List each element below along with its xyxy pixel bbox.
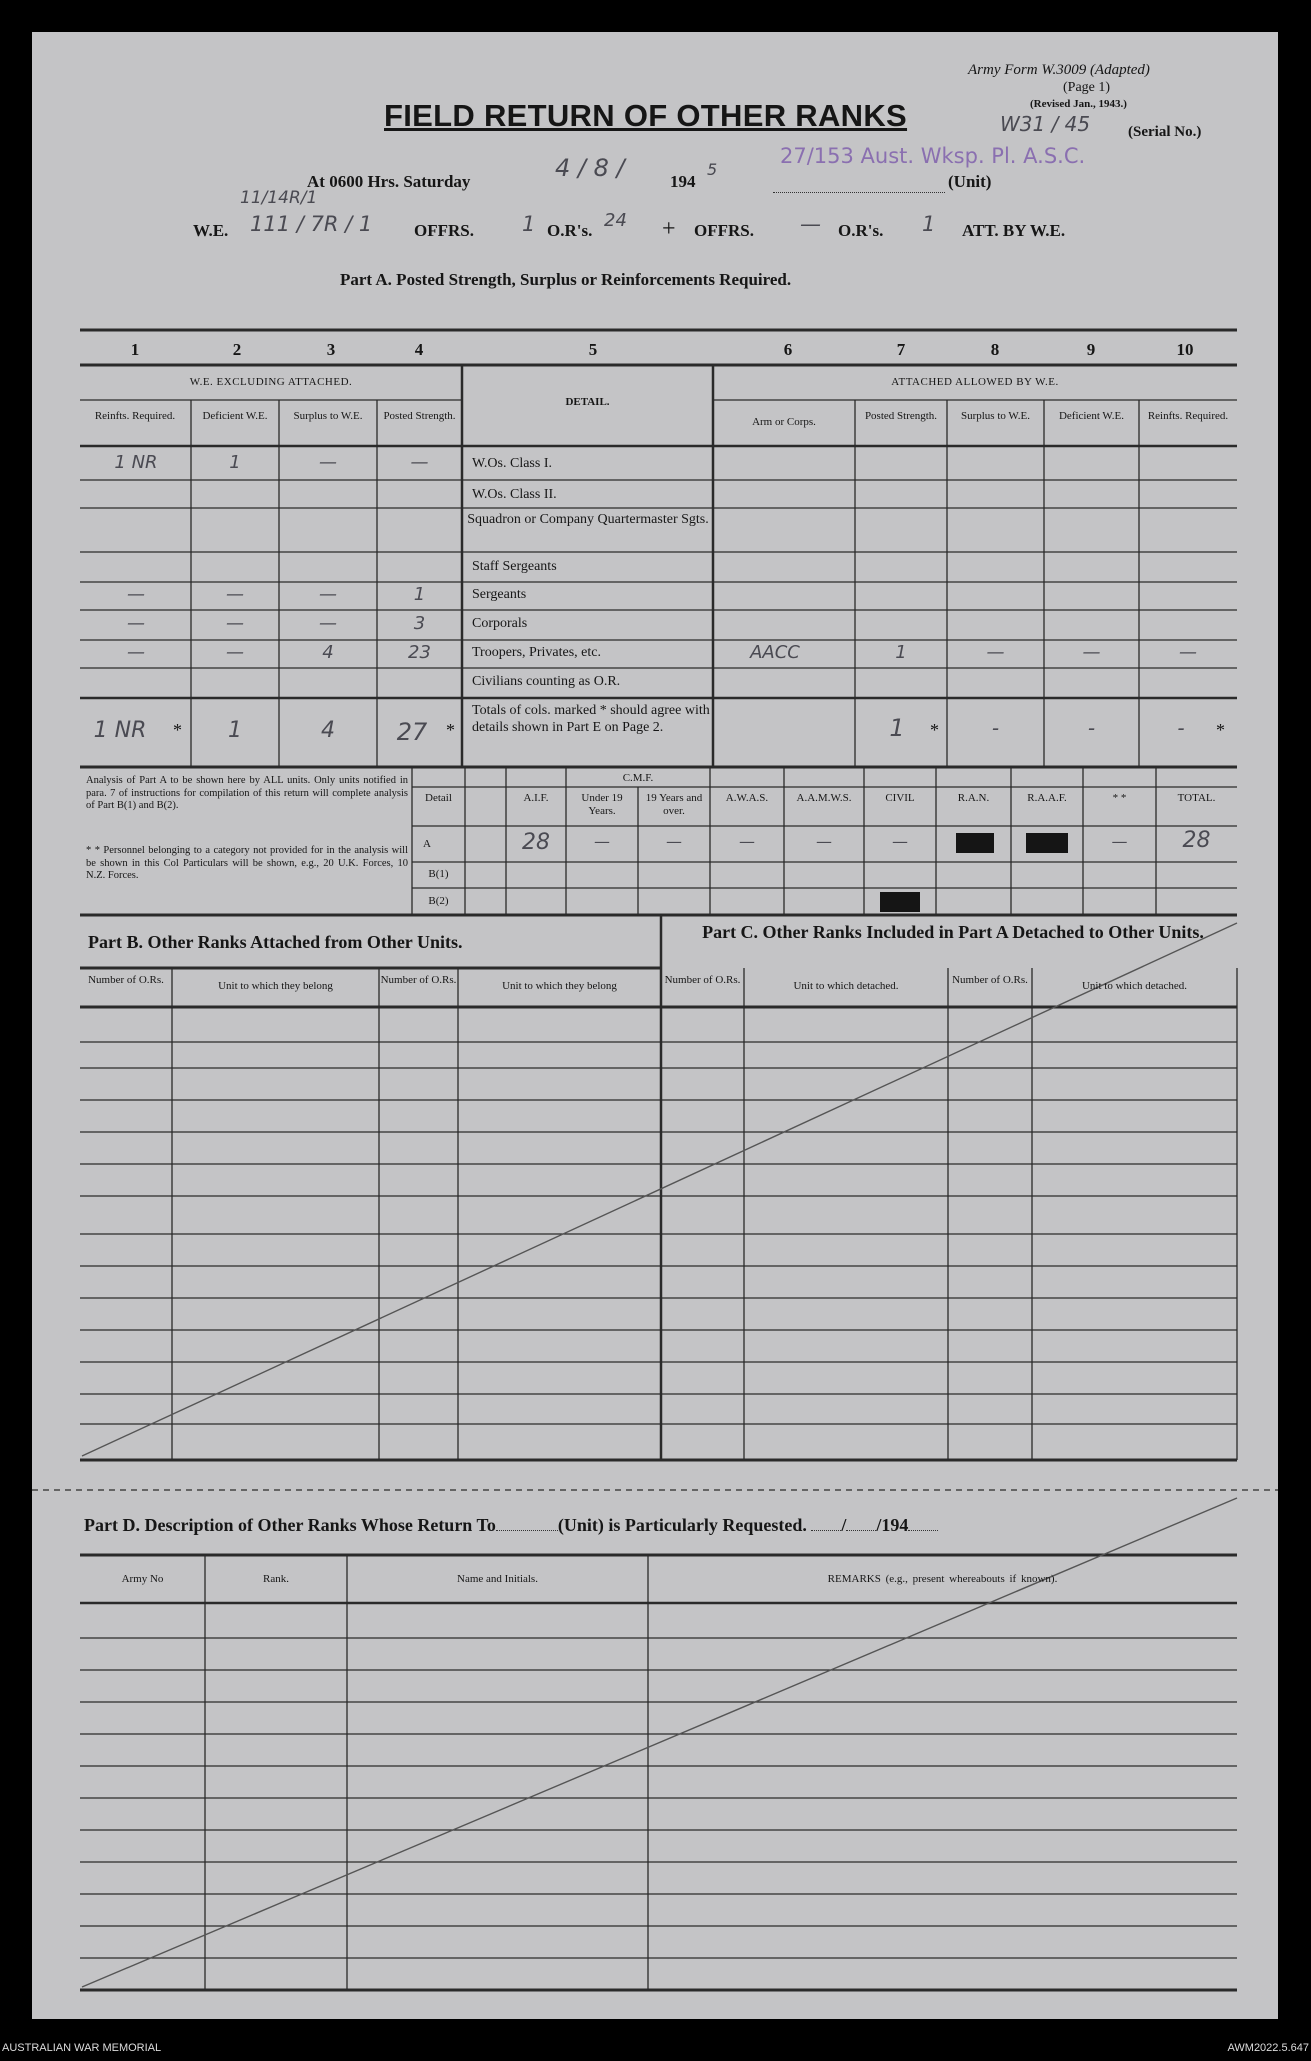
part-c-unit-header-1: Unit to which detached.: [793, 980, 899, 992]
unit-label: (Unit): [948, 172, 992, 191]
part-c-number-header-2: Number of O.Rs.: [952, 974, 1028, 986]
pte-reinfts: —: [127, 642, 145, 663]
civil-header: CIVIL: [885, 792, 915, 804]
aif-header: A.I.F.: [523, 792, 549, 804]
cmf-header: C.M.F.: [622, 772, 654, 784]
we-label: W.E.: [193, 221, 229, 240]
we-handwritten: 111 / 7R / 1: [250, 212, 373, 236]
col-num-8: 8: [990, 340, 1000, 359]
rank-header: Rank.: [263, 1573, 289, 1585]
part-b-unit-header-1: Unit to which they belong: [218, 980, 333, 992]
we-excluding-attached-header: W.E. EXCLUDING ATTACHED.: [189, 376, 353, 388]
detail-header: DETAIL.: [565, 396, 610, 408]
pte-att-surplus: —: [986, 642, 1005, 663]
cmf-under-19-header: Under 19 Years.: [581, 792, 623, 817]
offrs-label: OFFRS.: [414, 221, 474, 240]
pte-surplus: 4: [322, 642, 334, 663]
plus-sign: +: [662, 216, 676, 242]
aamws-header: A.A.M.W.S.: [796, 792, 852, 804]
other-header: * *: [1112, 792, 1127, 804]
pte-deficient: —: [226, 642, 244, 663]
row-corporals: Corporals: [472, 616, 528, 631]
form-number: Army Form W.3009 (Adapted): [968, 62, 1150, 78]
ran-redaction: [956, 833, 994, 853]
pte-arm-corps: AACC: [750, 642, 800, 663]
posted-strength-header: Posted Strength.: [383, 410, 456, 422]
att-by-we-label: ATT. BY W.E.: [962, 221, 1066, 240]
row-troopers: Troopers, Privates, etc.: [472, 645, 601, 660]
total-att-posted: 1: [889, 714, 905, 742]
sgt-deficient: —: [226, 584, 244, 605]
wo1-reinfts: 1 NR: [114, 452, 158, 473]
sgt-surplus: —: [319, 584, 337, 605]
pte-att-posted: 1: [895, 642, 907, 663]
unit-stamp: 27/153 Aust. Wksp. Pl. A.S.C.: [780, 144, 1086, 168]
civil-b2-redaction: [880, 892, 920, 912]
analysis-row-a: A: [423, 838, 431, 850]
awas-header: A.W.A.S.: [725, 792, 769, 804]
pte-att-deficient: —: [1082, 642, 1101, 663]
total-posted: 27: [396, 718, 428, 746]
part-b-number-header-2: Number of O.Rs.: [380, 974, 457, 986]
analysis-note: Analysis of Part A to be shown here by ALL units. Only units notified in para. 7 of instructions for compilation of this return will complete analysis of Part B(1) and B(2).: [86, 775, 408, 811]
ors2-label: O.R's.: [838, 221, 884, 240]
cpl-reinfts: —: [127, 613, 145, 634]
total-star-4: *: [446, 720, 455, 740]
analysis-detail-header: Detail: [425, 792, 452, 804]
page-title: FIELD RETURN OF OTHER RANKS: [384, 98, 908, 133]
archive-credit: AUSTRALIAN WAR MEMORIAL: [2, 2042, 162, 2054]
part-c-number-header-1: Number of O.Rs.: [664, 974, 741, 986]
row-staff-sergeants: Staff Sergeants: [472, 559, 557, 574]
sgt-posted: 1: [413, 584, 426, 605]
part-d-heading-c: /: [841, 1515, 847, 1535]
at-hours-label: At 0600 Hrs. Saturday: [307, 172, 471, 191]
cpl-surplus: —: [319, 613, 337, 634]
serial-number-handwritten: W31 / 45: [1000, 112, 1091, 136]
ran-header: R.A.N.: [957, 792, 990, 804]
ors-handwritten: 24: [604, 210, 627, 231]
total-header: TOTAL.: [1177, 792, 1216, 804]
part-b-unit-header-2: Unit to which they belong: [502, 980, 617, 992]
col-num-7: 7: [896, 340, 906, 359]
ors-label: O.R's.: [547, 221, 593, 240]
row-a-awas: —: [739, 832, 755, 851]
surplus-header: Surplus to W.E.: [293, 410, 363, 422]
col-num-5: 5: [588, 340, 598, 359]
total-star-10: *: [1216, 720, 1225, 740]
part-c-heading: Part C. Other Ranks Included in Part A Detached to Other Units.: [702, 922, 1204, 942]
archive-reference: AWM2022.5.647: [1227, 2042, 1309, 2054]
wo1-posted: —: [410, 452, 429, 473]
row-a-civil: —: [892, 832, 908, 851]
year-handwritten: 5: [707, 160, 718, 179]
name-initials-header: Name and Initials.: [457, 1573, 538, 1585]
reinfts-required-header: Reinfts. Required.: [94, 410, 176, 422]
att-deficient-header: Deficient W.E.: [1058, 410, 1125, 422]
col-num-1: 1: [130, 340, 140, 359]
wo1-deficient: 1: [229, 452, 241, 473]
row-wo-class-2: W.Os. Class II.: [472, 487, 557, 502]
revised-date: (Revised Jan., 1943.): [1030, 98, 1127, 110]
part-c-unit-header-2: Unit to which detached.: [1081, 980, 1188, 992]
date-handwritten: 4 / 8 /: [555, 154, 625, 182]
deficient-header: Deficient W.E.: [202, 410, 268, 422]
row-sergeants: Sergeants: [472, 587, 527, 602]
offrs-handwritten: 1: [522, 212, 536, 236]
arm-corps-header: Arm or Corps.: [752, 416, 816, 428]
col-num-6: 6: [783, 340, 793, 359]
cpl-posted: 3: [413, 613, 426, 634]
att-posted-strength-header: Posted Strength.: [864, 410, 938, 422]
part-a-heading: Part A. Posted Strength, Surplus or Reinforcements Required.: [340, 270, 792, 289]
sgt-reinfts: —: [127, 584, 145, 605]
raaf-header: R.A.A.F.: [1027, 792, 1067, 804]
serial-label: (Serial No.): [1128, 124, 1202, 140]
row-a-under-19: —: [594, 832, 610, 851]
part-d-heading-b: (Unit) is Particularly Requested.: [557, 1515, 807, 1535]
cpl-deficient: —: [226, 613, 244, 634]
total-star-1: *: [173, 720, 182, 740]
total-att-surplus: -: [991, 716, 1000, 740]
page-number: (Page 1): [1063, 80, 1111, 95]
part-d-heading-d: /194: [876, 1515, 909, 1535]
army-no-header: Army No: [121, 1573, 164, 1585]
row-totals: Totals of cols. marked * should agree with details shown in Part E on Page 2.: [472, 703, 710, 735]
wo1-surplus: —: [319, 452, 337, 473]
total-star-7: *: [930, 720, 939, 740]
col-num-4: 4: [414, 340, 424, 359]
analysis-row-b2: B(2): [428, 895, 449, 907]
total-surplus: 4: [321, 718, 335, 743]
row-a-19-over: —: [666, 832, 682, 851]
row-a-total: 28: [1182, 828, 1211, 853]
part-d-heading-a: Part D. Description of Other Ranks Whose Return To: [84, 1515, 496, 1535]
att-surplus-header: Surplus to W.E.: [960, 410, 1031, 422]
col-num-3: 3: [326, 340, 336, 359]
total-att-reinfts: -: [1177, 716, 1185, 740]
col-num-2: 2: [232, 340, 242, 359]
part-d-heading: [84, 1515, 938, 1536]
analysis-row-b1: B(1): [428, 868, 449, 880]
row-qm-sgts: Squadron or Company Quartermaster Sgts.: [467, 512, 709, 527]
raaf-redaction: [1026, 833, 1068, 853]
row-a-aif: 28: [522, 830, 550, 855]
part-b-heading: Part B. Other Ranks Attached from Other Units.: [88, 932, 463, 952]
col-num-10: 10: [1176, 340, 1194, 359]
pte-att-reinfts: —: [1179, 642, 1197, 663]
row-wo-class-1: W.Os. Class I.: [472, 456, 552, 471]
cmf-19-over-header: 19 Years and over.: [645, 792, 703, 817]
ors2-handwritten: 1: [922, 212, 936, 236]
total-reinfts: 1 NR: [93, 718, 147, 743]
we-handwritten-above: 11/14R/1: [240, 188, 318, 208]
analysis-note-2: * * Personnel belonging to a category not provided for in the analysis will be shown in this Col Particulars will be shown, e.g., 20 U.K. Forces, 10 N.Z. Forces.: [86, 845, 408, 881]
pte-posted: 23: [408, 642, 431, 663]
offrs2-label: OFFRS.: [694, 221, 754, 240]
row-a-other: —: [1111, 832, 1128, 851]
total-att-deficient: -: [1087, 716, 1096, 740]
row-a-aamws: —: [816, 832, 832, 851]
row-civilians: Civilians counting as O.R.: [472, 674, 621, 689]
part-b-number-header-1: Number of O.Rs.: [88, 974, 164, 986]
year-printed: 194: [670, 172, 696, 191]
total-deficient: 1: [228, 718, 242, 743]
col-num-9: 9: [1086, 340, 1096, 359]
remarks-header: REMARKS (e.g., present whereabouts if known).: [827, 1573, 1058, 1585]
att-reinfts-header: Reinfts. Required.: [1147, 410, 1229, 422]
attached-allowed-header: ATTACHED ALLOWED BY W.E.: [891, 376, 1059, 388]
offrs2-handwritten: —: [800, 212, 821, 236]
